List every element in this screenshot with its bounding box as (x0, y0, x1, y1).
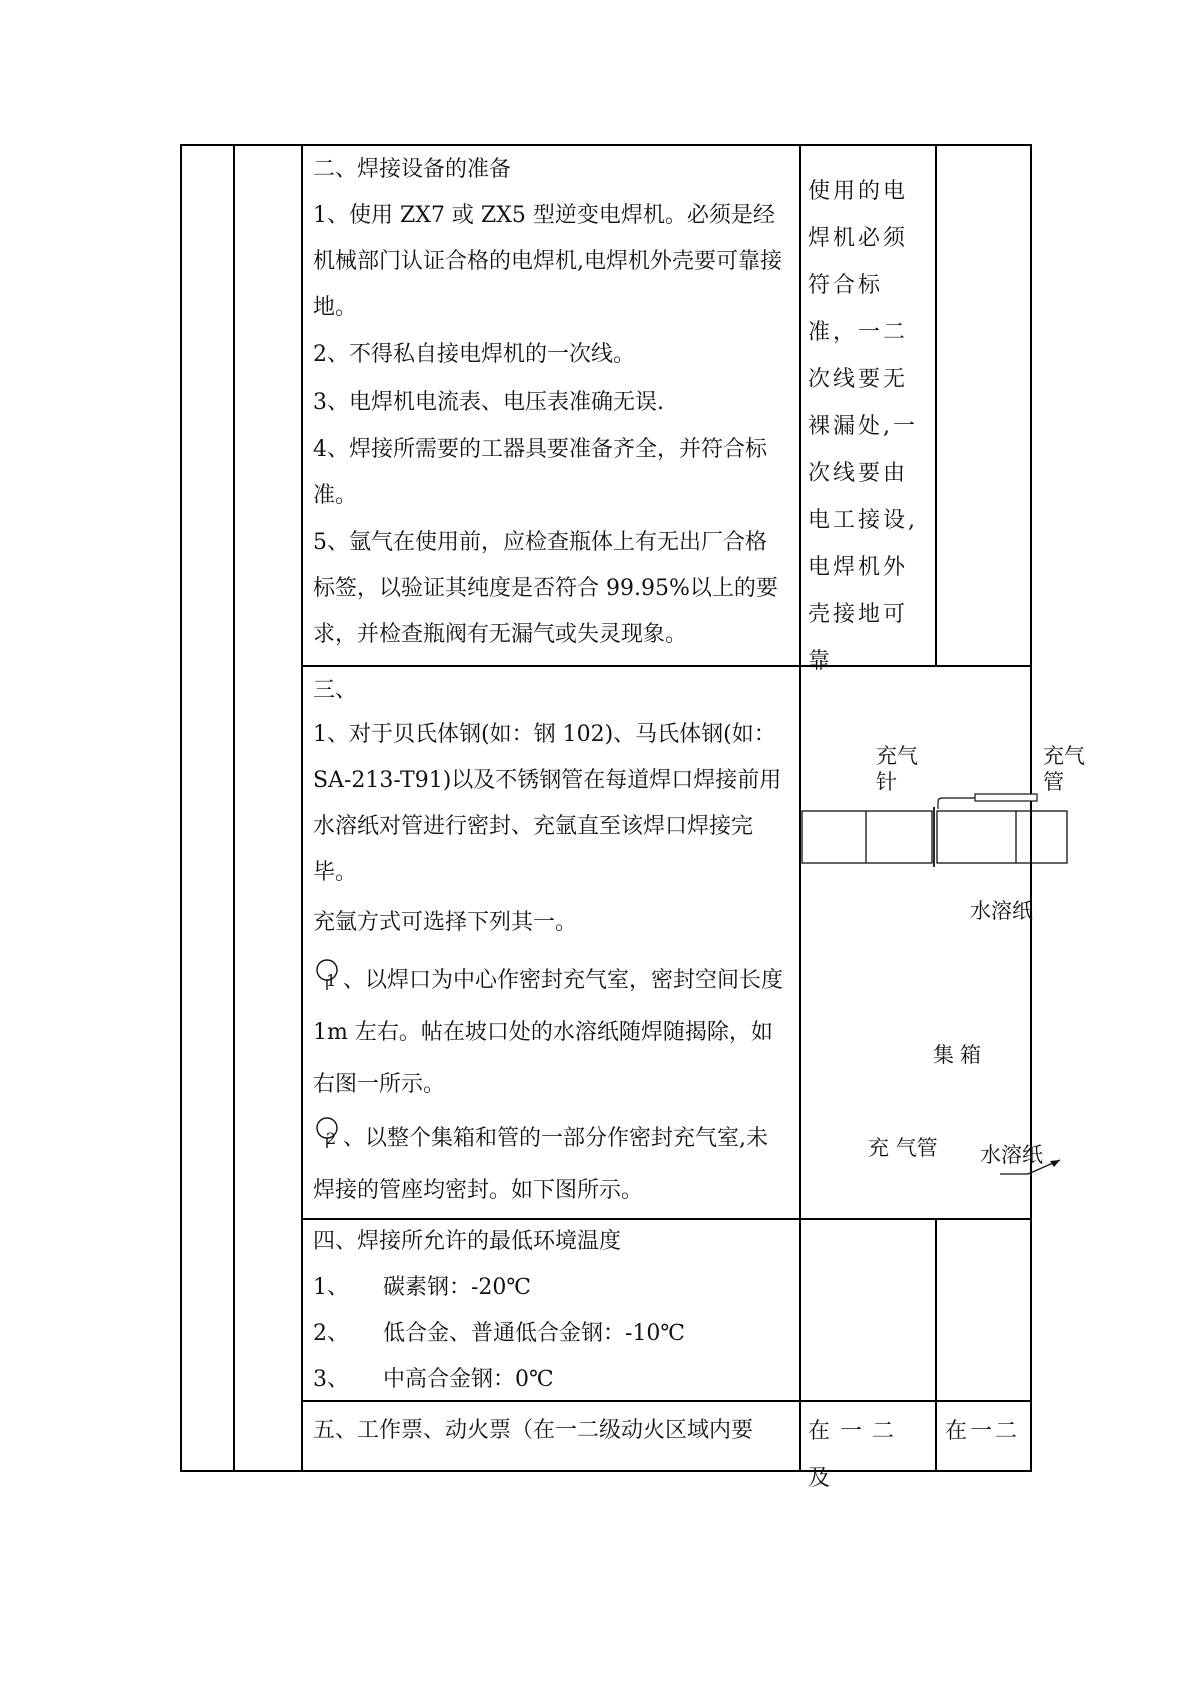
section-5-title: 五、工作票、动火票（在一二级动火区域内要 (313, 1418, 754, 1443)
table-border (233, 144, 235, 1472)
purge-tube (975, 794, 1037, 801)
circled-number-icon: 1 (313, 965, 343, 993)
section-2-item-3: 3、电焊机电流表、电压表准确无误. (313, 390, 664, 415)
section-2-item-4: 4、焊接所需要的工器具要准备齐全，并符合标准。 (313, 437, 767, 508)
table-border (301, 144, 303, 1472)
section-5-col4: 在一二 (945, 1419, 1021, 1444)
label-purge-needle: 充气针 (876, 744, 918, 794)
section-3-intro: 充氩方式可选择下列其一。 (313, 910, 578, 935)
purging-diagram (800, 790, 1100, 900)
label-water-soluble-paper-2: 水溶纸 (980, 1143, 1043, 1167)
section-4-item-1: 1、 碳素钢：-20℃ (313, 1275, 532, 1300)
table-border (935, 144, 937, 666)
table-border (180, 144, 182, 1472)
section-4-title: 四、焊接所允许的最低环境温度 (313, 1229, 622, 1254)
table-border (935, 1219, 937, 1472)
section-5-col3: 在一二及 (808, 1419, 905, 1491)
pipe-left (802, 811, 932, 863)
label-water-soluble-paper-1: 水溶纸 (970, 899, 1033, 923)
label-purge-tube-top: 充气管 (1043, 744, 1085, 794)
section-2-item-1: 1、使用 ZX7 或 ZX5 型逆变电焊机。必须是经机械部门认证合格的电焊机,电焊机外壳要可靠接地。 (313, 203, 782, 320)
label-header: 集箱 (933, 1043, 987, 1067)
section-2-item-5: 5、氩气在使用前，应检查瓶体上有无出厂合格标签，以验证其纯度是否符合 99.95%以上的要求，并检查瓶阀有无漏气或失灵现象。 (313, 530, 778, 647)
section-3-option-1-text: 、以焊口为中心作密封充气室，密封空间长度 1m 左右。帖在坡口处的水溶纸随焊随揭除，如右图一所示。 (313, 968, 784, 1097)
section-4-item-3: 3、 中高合金钢：0℃ (313, 1367, 554, 1392)
arrow-icon (998, 1150, 1073, 1180)
section-2-note: 使用的电焊机必须符合标准，一二次线要无裸漏处,一次线要由电工接设,电焊机外壳接地可靠 (808, 179, 918, 674)
section-4-item-2: 2、 低合金、普通低合金钢：-10℃ (313, 1321, 686, 1346)
section-3-item-1: 1、对于贝氏体钢(如：钢 102)、马氏体钢(如：SA-213-T91)以及不锈钢管在每道焊口焊接前用水溶纸对管进行密封、充氩直至该焊口焊接完毕。 (313, 722, 782, 885)
label-purge-tube-bottom: 充 气管 (868, 1136, 938, 1160)
table-border (180, 144, 1032, 146)
section-3-title: 三、 (313, 678, 358, 703)
section-2-title: 二、焊接设备的准备 (313, 157, 512, 182)
pipe-right (937, 811, 1067, 863)
section-2-item-2: 2、不得私自接电焊机的一次线。 (313, 342, 635, 367)
purge-needle (938, 798, 975, 809)
section-3-option-2 (313, 1113, 788, 1217)
section-3-option-2-text: 、以整个集箱和管的一部分作密封充气室,未焊接的管座均密封。如下图所示。 (313, 1126, 768, 1203)
circled-number-icon: 2 (313, 1123, 343, 1151)
section-3-option-1 (313, 955, 788, 1111)
